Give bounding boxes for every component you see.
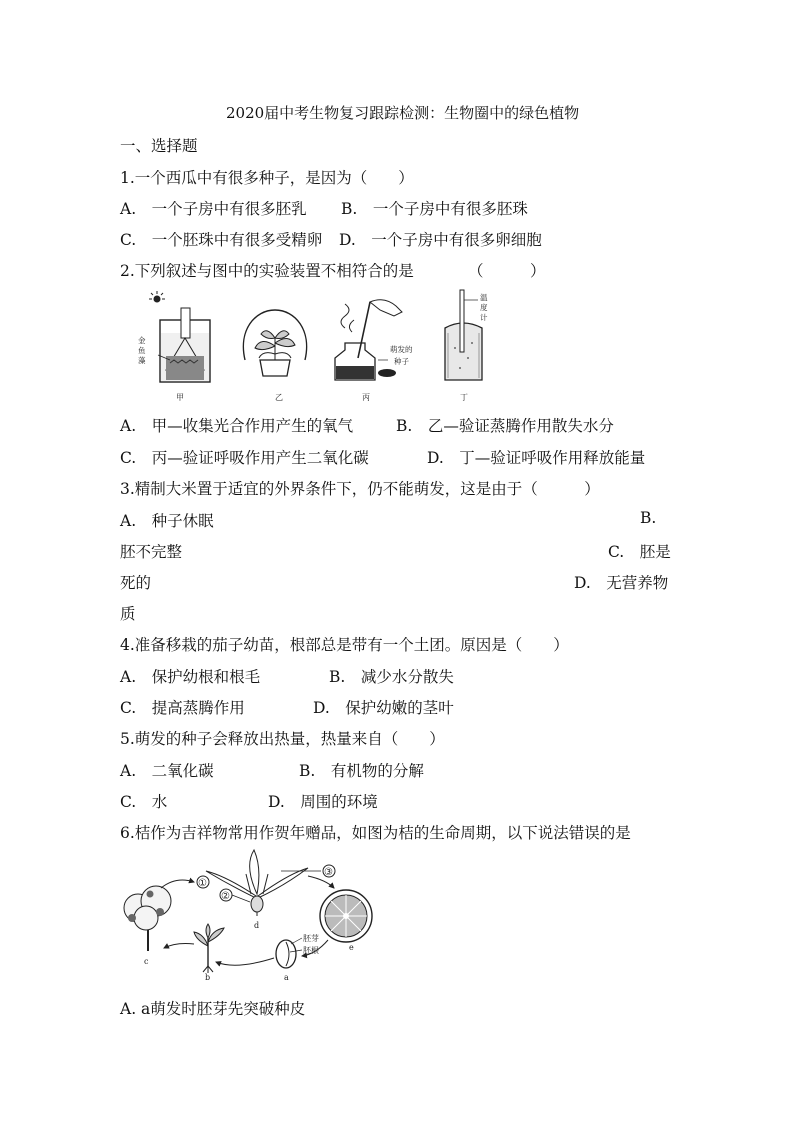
q1-stem: 1.一个西瓜中有很多种子，是因为（ ） (120, 169, 414, 187)
label-mengfa-1: 萌发的 (390, 345, 413, 354)
section-heading: 一、选择题 (120, 137, 198, 155)
label-mengfa-2: 种子 (394, 357, 409, 366)
q2-option-d[interactable]: D. 丁—验证呼吸作用释放能量 (427, 449, 646, 467)
q2-option-c[interactable]: C. 丙—验证呼吸作用产生二氧化碳 (120, 449, 369, 467)
q5-option-a[interactable]: A. 二氧化碳 (120, 762, 214, 780)
label-b: b (205, 973, 211, 982)
seed-a-drawing (276, 938, 302, 968)
label-peigen: 胚根 (303, 946, 319, 955)
q6-life-cycle-figure (116, 846, 386, 986)
q2-option-a[interactable]: A. 甲—收集光合作用产生的氧气 (120, 417, 354, 435)
label-a: a (284, 973, 289, 982)
label-e: e (349, 943, 354, 952)
flower-d-drawing (206, 850, 308, 916)
fruit-e-drawing (320, 890, 372, 942)
label-2: ② (221, 891, 230, 902)
q5-stem: 5.萌发的种子会释放出热量，热量来自（ ） (120, 730, 445, 748)
q4-option-b[interactable]: B. 减少水分散失 (329, 668, 454, 686)
label-ding: 丁 (460, 393, 468, 402)
q2-experiment-figure (130, 288, 510, 403)
q3-option-d-marker[interactable]: D. 无营养物 (574, 574, 669, 592)
label-c: c (144, 957, 149, 966)
q3-stem: 3.精制大米置于适宜的外界条件下，仍不能萌发，这是由于（ ） (120, 480, 600, 498)
q1-option-d[interactable]: D. 一个子房中有很多卵细胞 (339, 231, 542, 249)
q3-option-b-marker[interactable]: B. (640, 509, 657, 527)
apparatus-yi (243, 310, 306, 376)
label-bing: 丙 (362, 393, 370, 402)
page-title: 2020届中考生物复习跟踪检测：生物圈中的绿色植物 (226, 104, 580, 122)
q3-option-c-text: 死的 (120, 574, 152, 592)
apparatus-jia (149, 291, 210, 382)
label-wenduji-1: 温 (480, 293, 488, 302)
q3-option-c-marker[interactable]: C. 胚是 (608, 543, 671, 561)
q5-option-d[interactable]: D. 周围的环境 (268, 793, 378, 811)
q5-option-c[interactable]: C. 水 (120, 793, 168, 811)
label-3: ③ (324, 867, 333, 878)
q4-stem: 4.准备移栽的茄子幼苗，根部总是带有一个土团。原因是（ ） (120, 636, 569, 654)
q3-option-a[interactable]: A. 种子休眠 (120, 512, 214, 530)
q1-option-a[interactable]: A. 一个子房中有很多胚乳 (120, 200, 307, 218)
label-wenduji-3: 计 (480, 313, 488, 322)
label-jinyuzao-2: 鱼 (138, 346, 146, 355)
q6-option-a[interactable]: A. a萌发时胚芽先突破种皮 (120, 1000, 306, 1018)
q4-option-a[interactable]: A. 保护幼根和根毛 (120, 668, 261, 686)
apparatus-bing (335, 300, 402, 380)
seedling-b-drawing (194, 924, 224, 973)
q5-option-b[interactable]: B. 有机物的分解 (299, 762, 424, 780)
label-jia: 甲 (176, 393, 184, 402)
label-yi: 乙 (275, 393, 283, 402)
q2-option-b[interactable]: B. 乙—验证蒸腾作用散失水分 (396, 417, 614, 435)
tree-c-drawing (124, 886, 171, 951)
q3-option-b-text: 胚不完整 (120, 543, 183, 561)
label-1: ① (198, 878, 207, 889)
q4-option-c[interactable]: C. 提高蒸腾作用 (120, 699, 245, 717)
label-d: d (254, 921, 260, 930)
apparatus-ding (445, 290, 482, 380)
q2-stem: 2.下列叙述与图中的实验装置不相符合的是 （ ） (120, 262, 546, 280)
label-jinyuzao-1: 金 (138, 336, 146, 345)
label-peiya: 胚芽 (303, 934, 319, 943)
label-wenduji-2: 度 (480, 303, 488, 312)
q1-option-c[interactable]: C. 一个胚珠中有很多受精卵 (120, 231, 323, 249)
q3-option-d-text: 质 (120, 605, 136, 623)
q6-stem: 6.桔作为吉祥物常用作贺年赠品，如图为桔的生命周期，以下说法错误的是 (120, 824, 631, 842)
q4-option-d[interactable]: D. 保护幼嫩的茎叶 (313, 699, 454, 717)
label-jinyuzao-3: 藻 (138, 356, 146, 365)
q1-option-b[interactable]: B. 一个子房中有很多胚珠 (341, 200, 528, 218)
